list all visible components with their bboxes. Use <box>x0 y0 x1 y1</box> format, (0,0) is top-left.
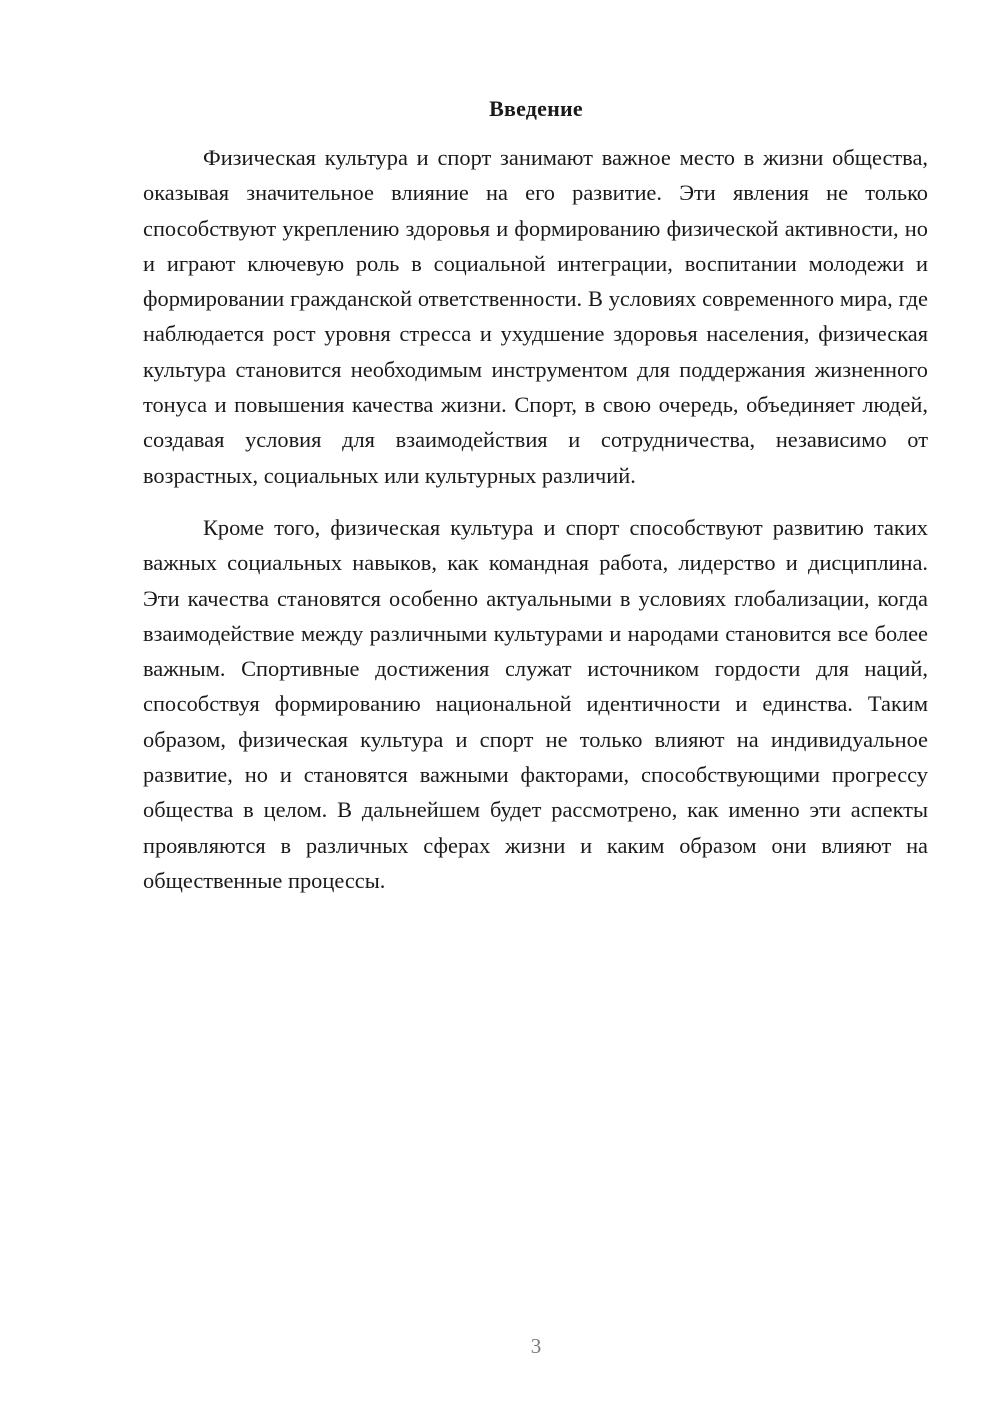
paragraph-2: Кроме того, физическая культура и спорт способствуют развитию таких важных социальных навыков, как командная работа, лидерство и дисциплина. Эти качества становятся особенно актуальными в условиях глобализации, когда взаимодействие между различными культурами и народами становится все более важным. Спортивные достижения служат источником гордости для наций, способствуя формированию национальной идентичности и единства. Таким образом, физическая культура и спорт не только влияют на индивидуальное развитие, но и становятся важными факторами, способствующими прогрессу общества в целом. В дальнейшем будет рассмотрено, как именно эти аспекты проявляются в различных сферах жизни и каким образом они влияют на общественные процессы. <box>143 514 928 893</box>
paragraph-1: Физическая культура и спорт занимают важное место в жизни общества, оказывая значительное влияние на его развитие. Эти явления не только способствуют укреплению здоровья и формированию физической активности, но и играют ключевую роль в социальной интеграции, воспитании молодежи и формировании гражданской ответственности. В условиях современного мира, где наблюдается рост уровня стресса и ухудшение здоровья населения, физическая культура становится необходимым инструментом для поддержания жизненного тонуса и повышения качества жизни. Спорт, в свою очередь, объединяет людей, создавая условия для взаимодействия и сотрудничества, независимо от возрастных, социальных или культурных различий. <box>143 145 928 488</box>
page-title: Введение <box>489 96 583 121</box>
page-number: 3 <box>530 1334 542 1358</box>
body-text <box>143 140 928 898</box>
